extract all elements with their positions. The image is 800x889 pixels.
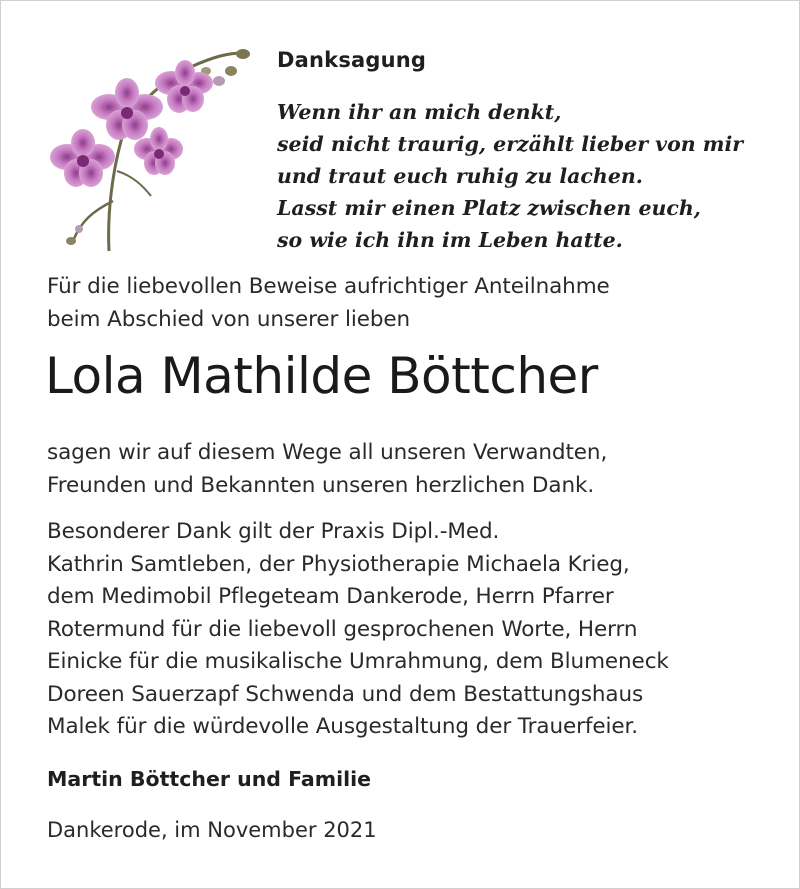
thanks-line: Doreen Sauerzapf Schwenda und dem Bestattungshaus — [47, 681, 644, 707]
heading: Danksagung — [277, 48, 427, 72]
thanks-line: Freunden und Bekannten unseren herzlichen Dank. — [47, 472, 595, 498]
orchid-image — [43, 41, 255, 253]
thanks-line: Malek für die würdevolle Ausgestaltung der Trauerfeier. — [47, 714, 638, 739]
general-thanks — [47, 437, 607, 502]
intro-line: Für die liebevollen Beweise aufrichtiger Anteilnahme — [47, 274, 610, 299]
thanks-line: Rotermund für die liebevoll gesprochenen Worte, Herrn — [47, 616, 638, 642]
thanks-line: sagen wir auf diesem Wege all unseren Verwandten, — [47, 440, 608, 465]
poem-line: seid nicht traurig, erzählt lieber von mir — [277, 132, 744, 156]
poem-line: Lasst mir einen Platz zwischen euch, — [277, 196, 701, 220]
thanks-line: Einicke für die musikalische Umrahmung, dem Blumeneck — [47, 649, 669, 674]
special-thanks — [47, 516, 669, 744]
thanks-line: Kathrin Samtleben, der Physiotherapie Michaela Krieg, — [47, 551, 630, 577]
place-date: Dankerode, im November 2021 — [47, 818, 377, 842]
signature: Martin Böttcher und Familie — [47, 767, 372, 791]
intro-line: beim Abschied von unserer lieben — [47, 306, 411, 332]
thanks-line: dem Medimobil Pflegeteam Dankerode, Herrn Pfarrer — [47, 584, 614, 609]
poem — [277, 96, 743, 256]
poem-line: und traut euch ruhig zu lachen. — [277, 164, 643, 188]
intro-text — [47, 271, 610, 336]
poem-line: Wenn ihr an mich denkt, — [277, 100, 562, 124]
deceased-name: Lola Mathilde Böttcher — [45, 347, 598, 405]
poem-line: so wie ich ihn im Leben hatte. — [277, 228, 623, 252]
thanks-line: Besonderer Dank gilt der Praxis Dipl.-Med. — [47, 519, 500, 544]
